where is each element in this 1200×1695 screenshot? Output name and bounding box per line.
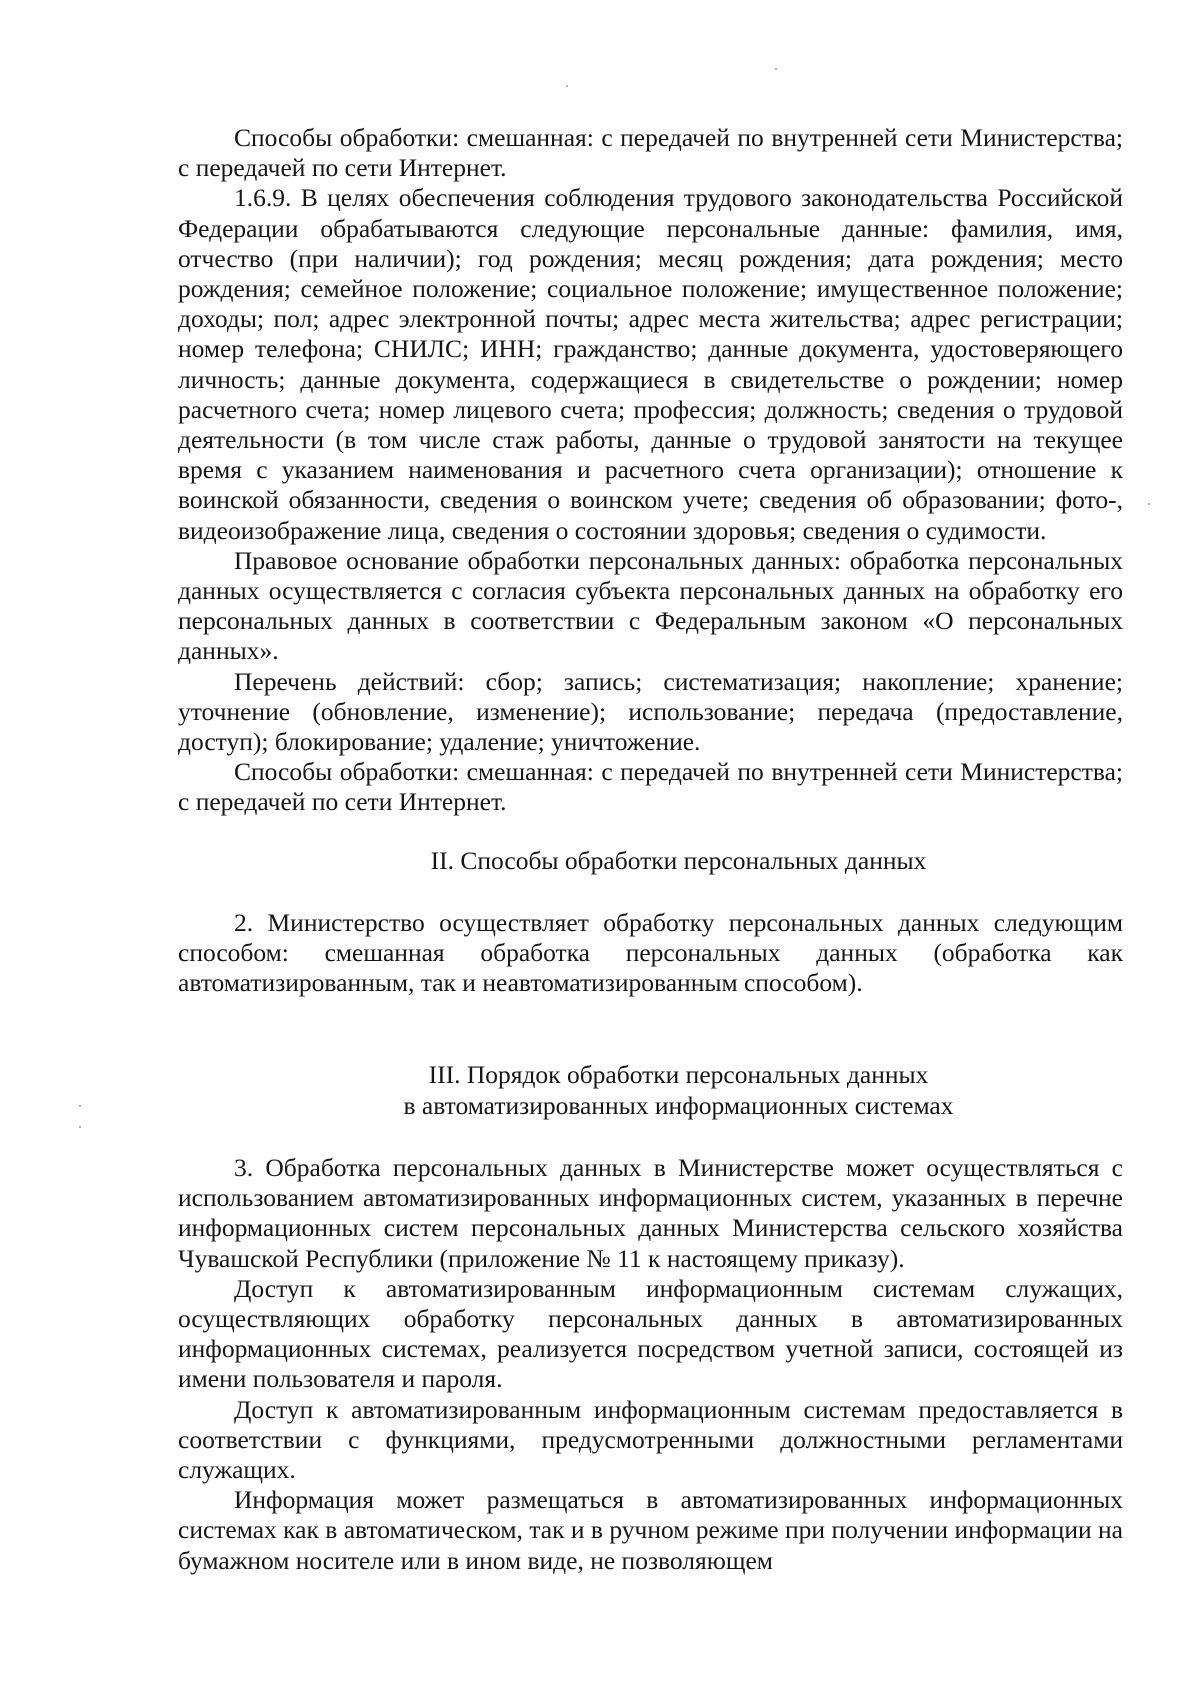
scan-speck xyxy=(79,1126,81,1128)
section-heading-2: II. Способы обработки персональных данных xyxy=(430,845,927,875)
scan-speck xyxy=(566,85,568,87)
paragraph-access-functions: Доступ к автоматизированным информационным системам предоставляется в соответствии с функциями, предусмотренными должностными регламентами служащих. xyxy=(178,1394,1123,1484)
section-heading-3-line-1: III. Порядок обработки персональных данных xyxy=(428,1060,929,1090)
section-heading-3-line-2: в автоматизированных информационных системах xyxy=(403,1090,954,1120)
paragraph-access-accounts: Доступ к автоматизированным информационным системам служащих, осуществляющих обработку персональных данных в автоматизированных информационных системах, реализуется посредством учетной записи, состоящей из имени пользователя и пароля. xyxy=(178,1273,1123,1394)
paragraph-information-placement: Информация может размещаться в автоматизированных информационных системах как в автоматическом, так и в ручном режиме при получении информации на бумажном носителе или в ином виде, не позволяющем xyxy=(178,1485,1123,1575)
paragraph-actions-list: Перечень действий: сбор; запись; систематизация; накопление; хранение; уточнение (обновление, изменение); использование; передача (предоставление, доступ); блокирование; удаление; уничтожение. xyxy=(178,666,1123,757)
scan-speck xyxy=(1148,503,1150,505)
paragraph-1-6-9: 1.6.9. В целях обеспечения соблюдения трудового законодательства Российской Федерации обрабатываются следующие персональные данные: фамилия, имя, отчество (при наличии); год рождения; месяц рождения; дата рождения; место рождения; семейное положение; социальное положение; имущественное положение; доходы; пол; адрес электронной почты; адрес места жительства; адрес регистрации; номер телефона; СНИЛС; ИНН; гражданство; данные документа, удостоверяющего личность; данные документа, содержащиеся в свидетельстве о рождении; номер расчетного счета; номер лицевого счета; профессия; должность; сведения о трудовой деятельности (в том числе стаж работы, данные о трудовой занятости на текущее время с указанием наименования и расчетного счета организации); отношение к воинской обязанности, сведения о воинском учете; сведения об образовании; фото-, видеоизображение лица, сведения о состоянии здоровья; сведения о судимости. xyxy=(178,183,1123,545)
spacer xyxy=(178,1121,1123,1153)
paragraph-2: 2. Министерство осуществляет обработку персональных данных следующим способом: смешанная обработка персональных данных (обработка как автоматизированным, так и неавтоматизированным способом). xyxy=(178,907,1123,998)
paragraph-legal-basis: Правовое основание обработки персональных данных: обработка персональных данных осуществляется с согласия субъекта персональных данных на обработку его персональных данных в соответствии с Федеральным законом «О персональных данных». xyxy=(178,545,1123,666)
spacer xyxy=(178,998,1123,1060)
section-heading-3 xyxy=(178,1060,1123,1120)
paragraph-processing-methods-1: Способы обработки: смешанная: с передачей по внутренней сети Министерства; с передачей по сети Интернет. xyxy=(178,123,1123,183)
spacer xyxy=(178,818,1123,846)
scan-speck xyxy=(775,68,777,70)
paragraph-processing-methods-2: Способы обработки: смешанная: с передачей по внутренней сети Министерства; с передачей по сети Интернет. xyxy=(178,757,1123,817)
document-page xyxy=(178,123,1123,1576)
scan-speck xyxy=(79,1105,81,1107)
spacer xyxy=(178,876,1123,908)
paragraph-3: 3. Обработка персональных данных в Министерстве может осуществляться с использованием автоматизированных информационных систем, указанных в перечне информационных систем персональных данных Министерства сельского хозяйства Чувашской Республики (приложение № 11 к настоящему приказу). xyxy=(178,1152,1123,1273)
